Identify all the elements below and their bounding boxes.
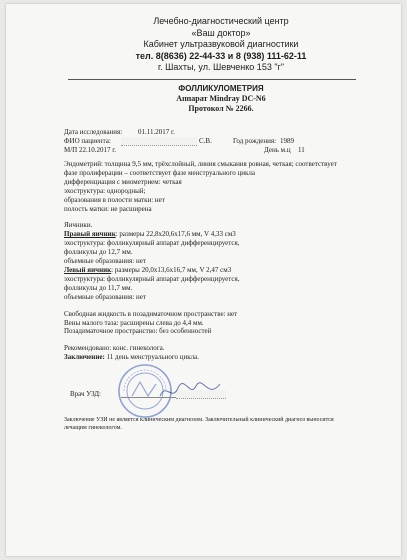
endometrium-line: образования в полости матки: нет — [64, 195, 165, 204]
conclusion-line — [64, 353, 379, 362]
right-ovary-line: объемные образования: нет — [64, 257, 146, 266]
conclusion-label: Заключение: — [64, 353, 105, 362]
report-title — [106, 84, 336, 114]
exam-date: 01.11.2017 г. — [138, 128, 175, 136]
left-ovary-dims-line — [64, 266, 379, 275]
pelvis-line: Свободная жидкость в позадиматочном пространстве: нет — [64, 309, 238, 318]
endometrium-line: полость матки: не расширена — [64, 204, 152, 213]
handwritten-signature-icon — [156, 376, 226, 406]
patient-label: ФИО пациента: — [64, 137, 111, 145]
endometrium-line: Эндометрий: толщина 9,5 мм, трёхслойный, линия смыкания ровная, четкая; соответствует — [64, 160, 337, 168]
cycle-day-label: День м.ц — [264, 146, 291, 154]
birth-year: 1989 — [280, 137, 294, 145]
pelvis-line: Позадиматочное пространство: без особенностей — [64, 327, 212, 336]
report-name: ФОЛЛИКУЛОМЕТРИЯ — [178, 84, 264, 93]
doctor-label: Врач УЗД: — [70, 390, 101, 398]
device-name: Аппарат Mindray DC-N6 — [176, 94, 266, 103]
ovaries-heading: Яичники. — [64, 221, 93, 230]
left-ovary-line: фолликулы до 11,7 мм. — [64, 283, 133, 292]
lmp-date: М/П 22.10.2017 г. — [64, 146, 117, 154]
birth-year-label: Год рождения: — [233, 137, 277, 145]
right-ovary-dims-line — [64, 230, 379, 239]
endometrium-line: эхоструктура: однородный; — [64, 186, 146, 195]
exam-date-label: Дата исследования: — [64, 128, 123, 136]
right-ovary-line: фолликулы до 12,7 мм. — [64, 248, 133, 257]
disclaimer-line: лечащим гинекологом. — [64, 425, 122, 431]
endometrium-line: дифференциация с миометрием: четкая — [64, 177, 182, 186]
recommendation: Рекомендовано: конс. гинеколога. — [64, 344, 165, 353]
clinic-header — [96, 16, 346, 74]
right-ovary-line: эхоструктура: фолликулярный аппарат дифференцируется, — [64, 239, 240, 248]
conclusion-text: 11 день менструального цикла. — [104, 353, 200, 362]
left-ovary-line: эхоструктура: фолликулярный аппарат дифференцируется, — [64, 274, 240, 283]
cycle-day: 11 — [298, 146, 305, 154]
right-ovary-dims: : размеры 22,8х20,6х17,6 мм, V 4,33 см3 — [115, 230, 236, 239]
clinic-name: «Ваш доктор» — [191, 27, 251, 38]
left-ovary-line: объемные образования: нет — [64, 292, 146, 301]
pelvis-line: Вены малого таза: расширены слева до 4,4 мм. — [64, 318, 204, 327]
patient-name-redaction — [121, 137, 197, 146]
clinic-department: Кабинет ультразвуковой диагностики — [143, 39, 299, 50]
left-ovary-label: Левый яичник — [64, 265, 112, 274]
right-ovary-label: Правый яичник — [64, 230, 116, 239]
left-ovary-dims: : размеры 20,0х13,6х16,7 мм, V 2,47 см3 — [111, 265, 232, 274]
clinic-type: Лечебно-диагностический центр — [153, 16, 289, 26]
document-page — [6, 4, 401, 556]
clinic-phone: тел. 8(8636) 22-44-33 и 8 (938) 111-62-11 — [135, 50, 307, 61]
report-body — [64, 160, 379, 362]
disclaimer — [64, 416, 369, 432]
clinic-address: г. Шахты, ул. Шевченко 153 "г" — [157, 62, 284, 73]
protocol-number: Протокол № 2266. — [188, 104, 254, 113]
disclaimer-line: Заключение УЗИ не является клиническим диагнозом. Заключительный клинический диагноз выносится — [64, 417, 334, 423]
patient-initials: С.В. — [199, 137, 212, 145]
header-divider — [68, 79, 356, 80]
endometrium-line: фазе пролиферации – соответствует фазе менструального цикла — [64, 168, 255, 177]
